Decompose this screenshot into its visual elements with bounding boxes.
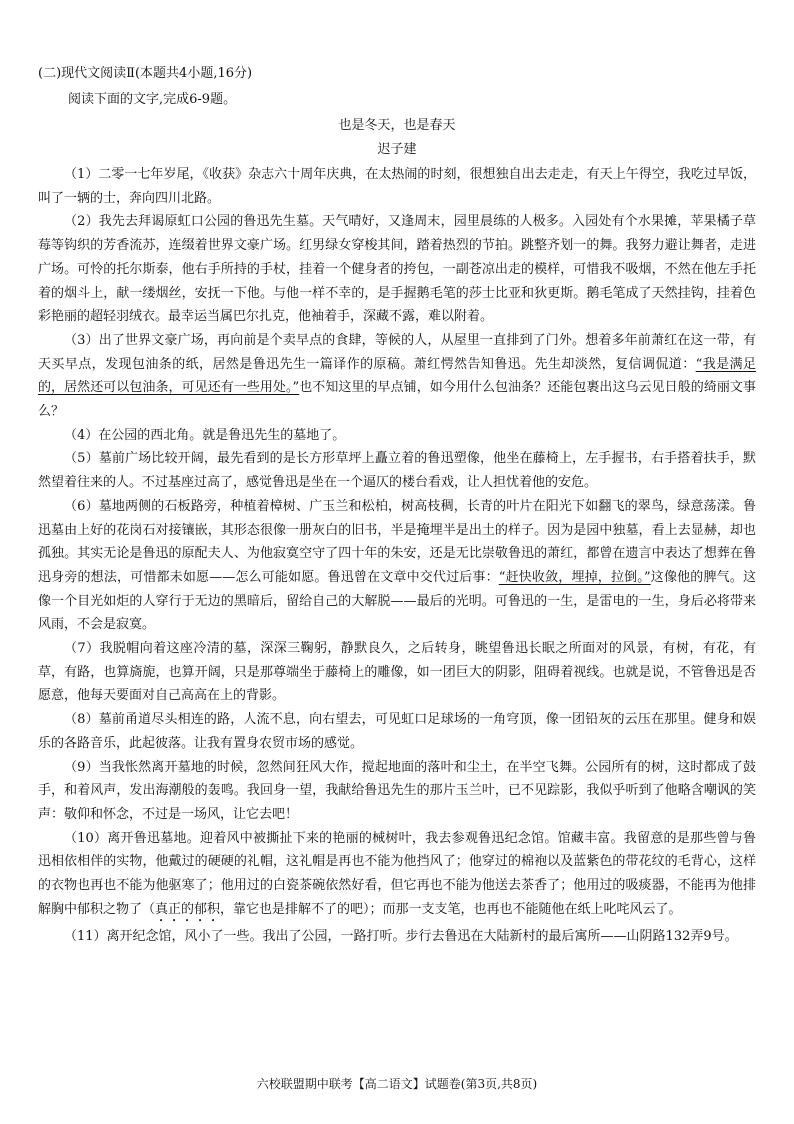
- paragraph-3-text-a: （3）出了世界文豪广场，再向前是个卖早点的食肆，等候的人，从屋里一直排到了门外。想着多年前萧红在这一带，有天买早点，发现包油条的纸，居然是鲁迅先生一篇译作的原稿。萧红愕然告知鲁迅。先生却淡然，复信调侃道：: [38, 332, 756, 372]
- paragraph-6-text-b: 这像他的脾气。这像一个目光如炬的人穿行于无边的黑暗后，留给自己的大解脱——最后的光明。可鲁迅的一生，是雷电的一生，身后必将带来风雨，不会是寂寞。: [38, 569, 756, 633]
- underlined-quote-lu-xun-letter: “我是满足的，居然还可以包油条，可见还有一些用处。”: [38, 356, 756, 396]
- article-author: 迟子建: [377, 142, 417, 157]
- reading-instruction: 阅读下面的文字,完成6-9题。: [68, 92, 237, 107]
- page-footer: 六校联盟期中联考【高二语文】试题卷(第3页,共8页): [256, 1077, 538, 1091]
- paragraph-1: （1）二零一七年岁尾，《收获》杂志六十周年庆典，在太热闹的时刻，很想独自出去走走，有天上午得空，我吃过早饭，叫了一辆的士，奔向四川北路。: [38, 167, 756, 206]
- section-title: (二)现代文阅读Ⅱ(本题共4小题,16分): [38, 66, 253, 81]
- underlined-quote-lu-xun-will: “赶快收敛，埋掉，拉倒。”: [498, 569, 651, 585]
- paragraph-2: （2）我先去拜谒原虹口公园的鲁迅先生墓。天气晴好，又逢周末，园里晨练的人极多。入园处有个水果摊，苹果橘子草莓等钩织的芳香流苏，连缀着世界文豪广场。红男绿女穿梭其间，踏着热烈的节拍。跳整齐划一的舞。我努力避让舞者，走进广场。可怜的托尔斯泰，他右手所持的手杖，挂着一个健身者的挎包，一副苍凉出走的模样，可惜我不吸烟，不然在他左手托着的烟斗上，献一缕烟丝，安抚一下他。与他一样不幸的，是手握鹅毛笔的莎士比亚和狄更斯。鹅毛笔成了天然挂钩，挂着色彩艳丽的超轻羽绒衣。最幸运当属巴尔扎克，他袖着手，深藏不露，难以附着。: [38, 214, 756, 325]
- paragraph-8: （8）墓前甬道尽头相连的路，人流不息，向右望去，可见虹口足球场的一角穹顶，像一团铅灰的云压在那里。健身和娱乐的各路音乐，此起彼落。让我有置身农贸市场的感觉。: [38, 712, 756, 751]
- paragraph-10: [38, 827, 756, 925]
- paragraph-6: [38, 495, 756, 637]
- paragraph-3: [38, 329, 756, 424]
- paragraph-10-text-b: ，靠它也是排解不了的吧）；而那一支支笔，也再也不能随他在纸上叱咤风云了。: [220, 901, 682, 917]
- paragraph-3-text-b: 也不知这里的早点铺，如今用什么包油条？还能包裹出这乌云见日般的绮丽文事么？: [38, 380, 756, 420]
- paragraph-4: （4）在公园的西北角。就是鲁迅先生的墓地了。: [64, 427, 346, 443]
- paragraph-11: （11）离开纪念馆，风小了一些。我出了公园，一路打听。步行去鲁迅在大陆新村的最后寓所——山阴路132弄9号。: [64, 928, 738, 944]
- paragraph-6-text-a: （6）墓地两侧的石板路旁，种植着樟树、广玉兰和松柏，树高枝稠，长青的叶片在阳光下如翻飞的翠鸟，绿意荡漾。鲁迅墓由上好的花岗石对接镶嵌，其形态很像一册灰白的旧书，半是掩埋半是出土的样子。因为是园中独墓，看上去显赫，却也孤独。其实无论是鲁迅的原配夫人、为他寂寞空守了四十年的朱安，还是无比崇敬鲁迅的萧红，都曾在遗言中表达了想葬在鲁迅身旁的想法，可惜都未如愿——怎么可能如愿。鲁迅曾在文章中交代过后事：: [38, 498, 756, 585]
- article-body: [38, 163, 756, 949]
- paragraph-10-text-a: （10）离开鲁迅墓地。迎着风中被撕扯下来的艳丽的械树叶，我去参观鲁迅纪念馆。馆藏丰富。我留意的是那些曾与鲁迅相依相伴的实物，他戴过的硬硬的礼帽，这礼帽是再也不能为他挡风了；他穿过的棉袍以及蓝紫色的带花纹的毛背心，这样的衣物也再也不能为他驱寒了；他用过的白瓷茶碗依然好看，但它再也不能为他送去茶香了；他用过的吸痰器，不能再为他排解胸中郁积之物了（: [38, 830, 756, 917]
- article-title: 也是冬天，也是春天: [338, 118, 456, 133]
- paragraph-9: （9）当我怅然离开墓地的时候，忽然间狂风大作，搅起地面的落叶和尘土，在半空飞舞。公园所有的树，这时都成了鼓手，和着风声，发出海潮般的轰鸣。我回身一望，我献给鲁迅先生的那片玉兰叶，已不见踪影，我似乎听到了他略含嘲讽的笑声：敬仰和怀念，不过是一场风，让它去吧！: [38, 759, 756, 822]
- paragraph-5: （5）墓前广场比较开阔，最先看到的是长方形草坪上矗立着的鲁迅塑像，他坐在藤椅上，左手握书，右手搭着扶手，默然望着往来的人。不过基座过高了，感觉鲁迅是坐在一个逼仄的楼台看戏，让人担忧着他的安危。: [38, 451, 756, 491]
- dotted-emphasis-phrase: 真正的郁积: [155, 901, 221, 917]
- paragraph-7: （7）我脱帽向着这座冷清的墓，深深三鞠躬，静默良久，之后转身，眺望鲁迅长眠之所面对的风景，有树，有花，有草，有路，也算旖旎，也算开阔，只是那尊端坐于藤椅上的雕像，如一团巨大的阴影，阻碍着视线。也就是说，不管鲁迅是否愿意，他每天要面对自己高高在上的背影。: [38, 641, 756, 704]
